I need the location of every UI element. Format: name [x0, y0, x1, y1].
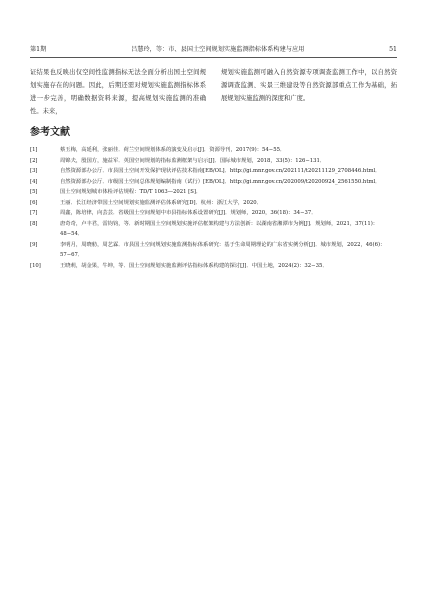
running-header: [30, 44, 397, 58]
reference-item: [30, 240, 397, 261]
reference-number: [8]: [30, 220, 38, 227]
body-columns: [30, 66, 397, 118]
reference-item: [30, 219, 397, 240]
running-title: 吕慧玲，等：市、县国土空间规划实施监测指标体系构建与应用: [131, 46, 305, 53]
reference-item: [30, 156, 397, 167]
reference-number: [5]: [30, 189, 38, 195]
reference-text: 王晓莉，胡金果，牛坤，等．国土空间规划实施监测评估指标体系构建的探讨[J]．中国土地，2024(2)：32−35．: [60, 262, 328, 269]
reference-number: [3]: [30, 168, 38, 174]
reference-item: [30, 166, 397, 177]
reference-item: [30, 145, 397, 156]
reference-list: [30, 145, 397, 271]
reference-number: [10]: [30, 262, 41, 269]
reference-text: 自然资源部办公厅．市县国土空间开发保护现状评估技术指南[EB/OL]．http://gi.mnr.gov.cn/202111/t20211129_2708446.html．: [60, 168, 381, 174]
right-column-text: 规划实施监测可融入自然资源专项调查监测工作中，以自然资源调查监测、实景三维建设等自然资源部重点工作为基础，拓展规划实施监测的深度和广度。: [221, 69, 397, 102]
reference-text: 周鑫，陈培律，向芸芸．省级国土空间规划中市县指标体系设置研究[J]．规划师，2020，36(18)：34−37．: [60, 210, 317, 216]
reference-text: 周锦夫，殷国方，施益军．英国空间规划的指标监测框架与启示[J]．国际城市规划，2018，33(5)：126−131．: [60, 157, 326, 164]
reference-item: [30, 261, 397, 272]
reference-item: [30, 208, 397, 219]
reference-item: [30, 198, 397, 209]
reference-text: 国土空间规划城市体检评估规程：TD/T 1063—2021 [S]．: [60, 189, 202, 195]
reference-text: 蔡玉梅，高延利，张丽佳．荷兰空间规划体系的演变及启示[J]．资源导刊，2017(9)：54−55．: [60, 147, 286, 153]
reference-number: [9]: [30, 241, 38, 248]
reference-item: [30, 177, 397, 188]
reference-number: [7]: [30, 210, 38, 216]
reference-text: 王丽．长江经济带国土空间规划实施监测评估体系研究[D]．杭州：浙江大学，2020．: [60, 199, 262, 206]
reference-number: [4]: [30, 178, 38, 185]
reference-text: 自然资源部办公厅．市级国土空间总体规划编制指南（试行）[EB/OL]．http://gi.mnr.gov.cn/202009/t20200924_2561550.html．: [60, 178, 381, 185]
reference-item: [30, 187, 397, 198]
left-column-text: 证结果也反映出仅空间性监测指标无法全面分析出国土空间规划实施存在的问题。因此，后期还需对规划实施监测指标体系进一步完善，明确数据资料来源，提高规划实施监测的准确性。未来，: [30, 69, 206, 115]
reference-text: 李明月，周晓舫，周艺霖．市县国土空间规划实施监测指标体系研究：基于生命周期理论的广东省实例分析[J]．城市规划，2022，46(6)：57−67．: [60, 241, 386, 258]
page-number: 51: [389, 46, 397, 53]
issue-number: 第1期: [30, 46, 47, 53]
reference-number: [6]: [30, 199, 38, 206]
reference-number: [1]: [30, 147, 38, 153]
reference-number: [2]: [30, 157, 38, 164]
reference-text: 唐奇奇，卢丰君，雷钧钧，等．新时期国土空间规划实施评估框架构建与方法创新：以湖南省湘潭市为例[J]．规划师，2021，37(11)：48−54．: [60, 220, 379, 237]
references-heading: 参考文献: [30, 127, 70, 138]
